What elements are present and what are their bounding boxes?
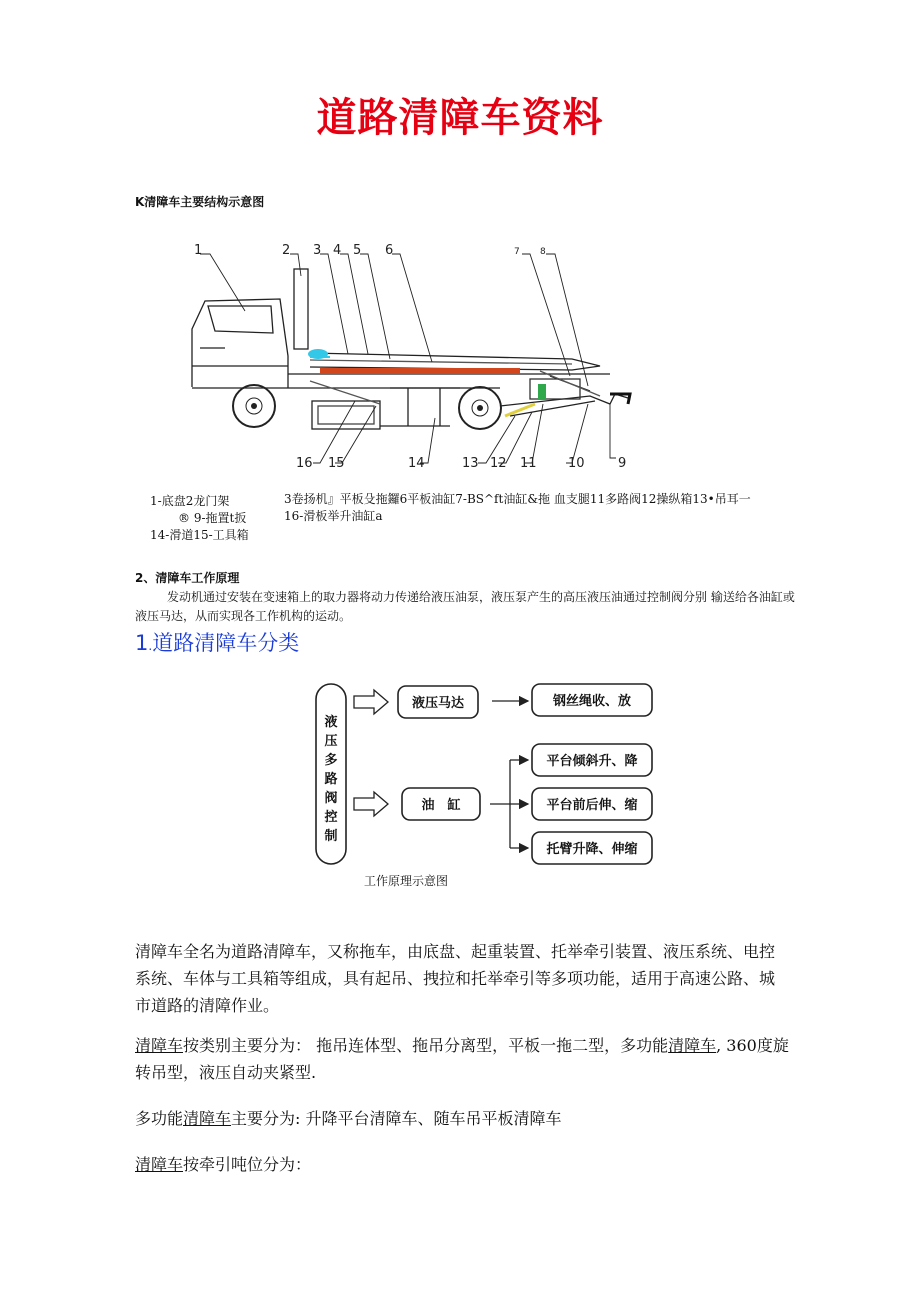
hydraulic-motor-label: 液压马达 xyxy=(411,696,465,711)
diagram-number-6: 6 xyxy=(385,243,394,258)
output-label: 钢丝绳收、放 xyxy=(552,694,632,709)
diagram-number-9: 9 xyxy=(618,456,627,471)
output-label: 平台前后伸、缩 xyxy=(546,798,638,813)
term-tow-truck: 清障车 xyxy=(135,1036,184,1055)
diagram-number-4: 4 xyxy=(333,243,342,258)
principle-paragraph: 发动机通过安装在变速箱上的取力器将动力传递给液压油泵，液压泵产生的高压液压油通过控制阀分别 输送给各油缸或液压马达，从而实现各工作机构的运动。 xyxy=(135,590,795,623)
multifunction-prefix: 多功能 xyxy=(135,1109,184,1128)
tow-truck-structure-diagram xyxy=(170,236,650,486)
oil-cylinder-label: 油 缸 xyxy=(421,798,461,813)
rear-wheel xyxy=(459,387,501,429)
section-heading-structure: K清障车主要结构示意图 xyxy=(135,195,265,209)
output-label: 平台倾斜升、降 xyxy=(546,754,638,769)
output-label: 托臂升降、伸缩 xyxy=(546,842,638,857)
legend-line: ® 9-拖置t扳 xyxy=(178,511,247,525)
category-text: , 360度旋转吊型，液压自动夹紧型. xyxy=(135,1036,789,1082)
control-char: 控 xyxy=(324,810,338,825)
diagram-number-5: 5 xyxy=(353,243,362,258)
diagram-legend-right xyxy=(284,491,794,525)
diagram-number-16: 16 xyxy=(296,456,313,471)
platform-hydraulic-cylinder xyxy=(320,368,520,374)
tonnage-text: 按牵引吨位分为： xyxy=(183,1155,312,1174)
legend-line: 1-底盘2龙门架 xyxy=(150,494,230,508)
category-text: 按类别主要分为： 拖吊连体型、拖吊分离型，平板一拖二型，多功能 xyxy=(183,1036,669,1055)
hollow-arrow-to-motor xyxy=(354,690,388,714)
term-tow-truck: 清障车 xyxy=(135,1155,184,1174)
working-principle-flow-diagram xyxy=(312,678,662,873)
control-char: 液 xyxy=(324,715,338,730)
legend-line: 14-滑道15-工具箱 xyxy=(150,528,249,542)
term-tow-truck: 清障车 xyxy=(668,1036,717,1055)
category-paragraph xyxy=(135,1032,795,1086)
diagram-number-3: 3 xyxy=(313,243,322,258)
diagram-legend-left xyxy=(150,493,280,544)
control-char: 多 xyxy=(324,753,338,768)
flatbed-platform xyxy=(310,353,600,370)
tool-box xyxy=(312,401,380,429)
diagram-number-1: 1 xyxy=(194,243,203,258)
tonnage-paragraph xyxy=(135,1151,795,1178)
cab-window xyxy=(208,306,273,333)
flow-diagram-caption: 工作原理示意图 xyxy=(364,874,449,888)
cab-outline xyxy=(192,299,288,388)
section-heading-principle: 2、清障车工作原理 xyxy=(135,571,240,585)
gantry-frame xyxy=(294,269,308,349)
diagram-number-11: 11 xyxy=(520,456,537,471)
heading-text: 道路清障车分类 xyxy=(152,631,300,655)
diagram-number-8: 8 xyxy=(540,247,546,257)
diagram-number-13: 13 xyxy=(462,456,479,471)
diagram-number-7: 7 xyxy=(514,247,520,257)
multi-way-valve xyxy=(538,384,546,400)
diagram-number-12: 12 xyxy=(490,456,507,471)
hollow-arrow-to-cylinder xyxy=(354,792,388,816)
control-char: 制 xyxy=(324,829,338,844)
intro-paragraph: 清障车全名为道路清障车，又称拖车，由底盘、起重装置、托举牵引装置、液压系统、电控 系统、车体与工具箱等组成，具有起吊、拽拉和托举牵引等多项功能，适用于高速公路、城 市道路的清障作业。 xyxy=(135,942,776,1015)
diagram-number-2: 2 xyxy=(282,243,291,258)
control-char: 路 xyxy=(324,772,338,787)
tail-lift-arm xyxy=(500,394,628,406)
legend-line: 3卷扬机』平板殳拖鑼6平板油缸7-BS^ft油缸&拖 血支腿11多路阀12操纵箱13•吊耳一 xyxy=(284,492,751,506)
front-wheel xyxy=(233,385,275,427)
heading-number: 1 xyxy=(135,631,149,655)
diagram-number-10: 10 xyxy=(568,456,585,471)
heading-dot: . xyxy=(148,639,153,653)
diagram-number-15: 15 xyxy=(328,456,345,471)
control-char: 压 xyxy=(324,734,338,749)
page-title: 道路清障车资料 xyxy=(316,95,604,141)
classification-heading xyxy=(135,627,299,657)
multifunction-paragraph xyxy=(135,1105,795,1132)
term-tow-truck: 清障车 xyxy=(183,1109,232,1128)
control-char: 阀 xyxy=(324,791,338,806)
multifunction-text: 主要分为: 升降平台清障车、随车吊平板清障车 xyxy=(231,1109,562,1128)
diagram-number-14: 14 xyxy=(408,456,425,471)
legend-line: 16-滑板举升油缸a xyxy=(284,509,383,523)
